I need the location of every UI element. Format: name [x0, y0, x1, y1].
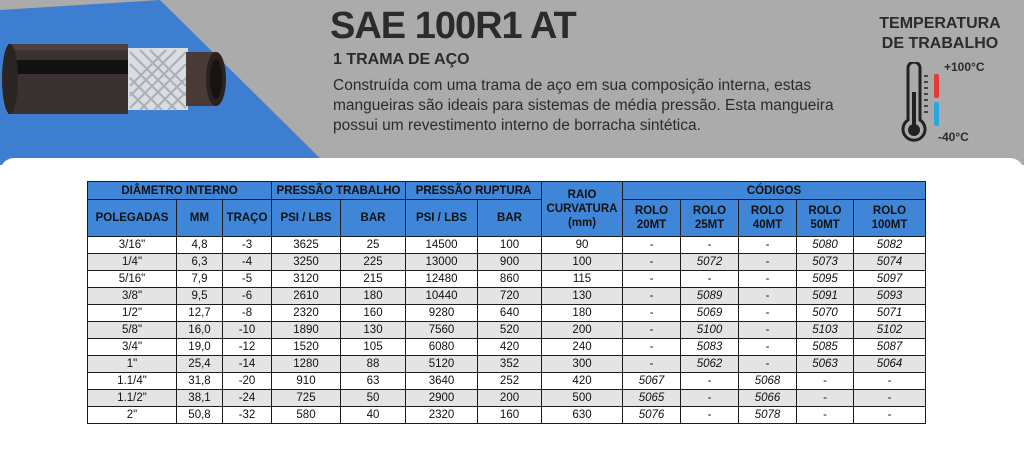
cell-raio: 130: [542, 288, 623, 305]
cell-rolo-20mt: -: [623, 288, 681, 305]
cell-rolo-20mt: -: [623, 254, 681, 271]
cell-trabalho-psi: 3250: [272, 254, 341, 271]
cell-rolo-100mt: 5102: [854, 322, 926, 339]
cell-traco: -3: [223, 237, 272, 254]
cell-traco: -14: [223, 356, 272, 373]
col-rolo-20mt: [623, 200, 681, 237]
group-raio-curvatura: [542, 182, 623, 237]
raio-line2: CURVATURA: [546, 203, 618, 215]
cell-trabalho-psi: 1280: [272, 356, 341, 373]
raio-line3: (mm): [567, 217, 597, 229]
cell-rolo-25mt: 5083: [681, 339, 739, 356]
cell-ruptura-bar: 860: [478, 271, 542, 288]
cell-traco: -32: [223, 407, 272, 424]
rolo-size: 40MT: [752, 219, 783, 231]
cell-ruptura-psi: 2320: [406, 407, 478, 424]
table-row: [88, 339, 926, 356]
cell-polegadas: 5/16": [88, 271, 177, 288]
rolo-size: 25MT: [694, 219, 725, 231]
rolo-label: ROLO: [634, 205, 669, 217]
group-pressao-ruptura: PRESSÃO RUPTURA: [406, 182, 542, 200]
cell-ruptura-bar: 520: [478, 322, 542, 339]
cell-trabalho-psi: 3625: [272, 237, 341, 254]
specs-table: [87, 181, 926, 424]
cell-traco: -6: [223, 288, 272, 305]
cell-ruptura-psi: 3640: [406, 373, 478, 390]
cell-rolo-40mt: 5078: [739, 407, 797, 424]
product-title: SAE 100R1 AT: [330, 5, 576, 47]
cell-raio: 500: [542, 390, 623, 407]
cell-polegadas: 3/4": [88, 339, 177, 356]
cell-rolo-40mt: -: [739, 322, 797, 339]
cell-polegadas: 1.1/2": [88, 390, 177, 407]
cell-rolo-25mt: -: [681, 237, 739, 254]
cell-rolo-40mt: -: [739, 305, 797, 322]
cell-ruptura-bar: 720: [478, 288, 542, 305]
cell-mm: 4,8: [177, 237, 223, 254]
cell-rolo-25mt: -: [681, 407, 739, 424]
cell-rolo-50mt: 5070: [797, 305, 854, 322]
table-row: [88, 390, 926, 407]
col-mm: MM: [177, 200, 223, 237]
cell-rolo-25mt: 5089: [681, 288, 739, 305]
cell-rolo-40mt: -: [739, 339, 797, 356]
cell-raio: 300: [542, 356, 623, 373]
raio-line1: RAIO: [567, 189, 597, 201]
cell-trabalho-bar: 225: [341, 254, 406, 271]
cell-raio: 200: [542, 322, 623, 339]
cell-ruptura-psi: 10440: [406, 288, 478, 305]
cell-rolo-100mt: 5082: [854, 237, 926, 254]
cell-ruptura-psi: 5120: [406, 356, 478, 373]
product-description: Construída com uma trama de aço em sua composição interna, estas mangueiras são ideais para sistemas de média pressão. Esta mangueira possui um revestimento interno de borracha sintética.: [333, 77, 834, 134]
col-rolo-50mt: [797, 200, 854, 237]
group-codigos: CÓDIGOS: [623, 182, 926, 200]
cell-ruptura-bar: 100: [478, 237, 542, 254]
cell-rolo-50mt: -: [797, 407, 854, 424]
col-rolo-25mt: [681, 200, 739, 237]
cell-polegadas: 3/8": [88, 288, 177, 305]
cell-trabalho-bar: 88: [341, 356, 406, 373]
cell-raio: 115: [542, 271, 623, 288]
temperature-max: +100°C: [944, 60, 985, 74]
cell-traco: -4: [223, 254, 272, 271]
temperature-title: [866, 14, 1014, 54]
table-row: [88, 373, 926, 390]
table-row: [88, 288, 926, 305]
cell-rolo-50mt: 5063: [797, 356, 854, 373]
cell-raio: 180: [542, 305, 623, 322]
cell-mm: 50,8: [177, 407, 223, 424]
table-group-header-row: [88, 182, 926, 200]
cell-rolo-25mt: 5100: [681, 322, 739, 339]
cell-rolo-20mt: -: [623, 305, 681, 322]
col-trabalho-psi: PSI / LBS: [272, 200, 341, 237]
col-trabalho-bar: BAR: [341, 200, 406, 237]
cell-rolo-20mt: -: [623, 322, 681, 339]
cell-rolo-25mt: 5069: [681, 305, 739, 322]
cell-rolo-40mt: -: [739, 271, 797, 288]
cell-rolo-100mt: -: [854, 407, 926, 424]
cell-rolo-50mt: 5095: [797, 271, 854, 288]
cell-mm: 38,1: [177, 390, 223, 407]
cell-rolo-40mt: -: [739, 288, 797, 305]
cell-polegadas: 1/4": [88, 254, 177, 271]
cell-trabalho-bar: 160: [341, 305, 406, 322]
cell-rolo-100mt: 5087: [854, 339, 926, 356]
cell-trabalho-bar: 215: [341, 271, 406, 288]
cell-rolo-20mt: -: [623, 271, 681, 288]
cell-trabalho-bar: 63: [341, 373, 406, 390]
cell-ruptura-bar: 420: [478, 339, 542, 356]
cell-traco: -5: [223, 271, 272, 288]
cell-mm: 9,5: [177, 288, 223, 305]
cell-rolo-100mt: -: [854, 390, 926, 407]
cell-trabalho-psi: 580: [272, 407, 341, 424]
cell-rolo-40mt: 5068: [739, 373, 797, 390]
cell-rolo-25mt: 5072: [681, 254, 739, 271]
cell-mm: 16,0: [177, 322, 223, 339]
cell-trabalho-psi: 2320: [272, 305, 341, 322]
rolo-size: 20MT: [636, 219, 667, 231]
cell-mm: 6,3: [177, 254, 223, 271]
cell-trabalho-bar: 50: [341, 390, 406, 407]
cell-rolo-40mt: -: [739, 237, 797, 254]
cell-ruptura-bar: 900: [478, 254, 542, 271]
cell-ruptura-psi: 12480: [406, 271, 478, 288]
table-body: [88, 237, 926, 424]
cell-trabalho-psi: 910: [272, 373, 341, 390]
table-row: [88, 237, 926, 254]
temperature-min: -40°C: [938, 130, 969, 144]
cell-rolo-50mt: 5103: [797, 322, 854, 339]
cell-raio: 90: [542, 237, 623, 254]
cell-rolo-50mt: 5073: [797, 254, 854, 271]
cell-trabalho-bar: 180: [341, 288, 406, 305]
cell-trabalho-psi: 725: [272, 390, 341, 407]
cell-ruptura-psi: 7560: [406, 322, 478, 339]
cell-trabalho-psi: 2610: [272, 288, 341, 305]
cell-trabalho-psi: 1890: [272, 322, 341, 339]
table-row: [88, 322, 926, 339]
cell-mm: 7,9: [177, 271, 223, 288]
cell-trabalho-bar: 40: [341, 407, 406, 424]
cell-rolo-100mt: 5071: [854, 305, 926, 322]
cell-trabalho-bar: 25: [341, 237, 406, 254]
cell-ruptura-psi: 6080: [406, 339, 478, 356]
rolo-label: ROLO: [750, 205, 785, 217]
cell-trabalho-psi: 3120: [272, 271, 341, 288]
rolo-label: ROLO: [692, 205, 727, 217]
cell-rolo-40mt: -: [739, 254, 797, 271]
cell-raio: 630: [542, 407, 623, 424]
table-sub-header-row: [88, 200, 926, 237]
cell-trabalho-psi: 1520: [272, 339, 341, 356]
cell-rolo-20mt: -: [623, 237, 681, 254]
rolo-label: ROLO: [872, 205, 907, 217]
rolo-size: 50MT: [810, 219, 840, 231]
cell-rolo-50mt: -: [797, 373, 854, 390]
cell-rolo-25mt: -: [681, 373, 739, 390]
header-divider: [0, 158, 1024, 178]
cell-rolo-25mt: -: [681, 390, 739, 407]
cell-rolo-100mt: 5064: [854, 356, 926, 373]
cell-rolo-100mt: 5097: [854, 271, 926, 288]
cell-traco: -24: [223, 390, 272, 407]
cell-ruptura-psi: 2900: [406, 390, 478, 407]
cell-polegadas: 2": [88, 407, 177, 424]
hose-illustration: [0, 0, 330, 165]
cell-polegadas: 1.1/4": [88, 373, 177, 390]
rolo-label: ROLO: [808, 205, 842, 217]
cell-ruptura-psi: 9280: [406, 305, 478, 322]
product-subtitle: 1 TRAMA DE AÇO: [333, 51, 470, 68]
cell-raio: 420: [542, 373, 623, 390]
cell-mm: 25,4: [177, 356, 223, 373]
cell-traco: -10: [223, 322, 272, 339]
cell-rolo-100mt: 5093: [854, 288, 926, 305]
cell-ruptura-bar: 160: [478, 407, 542, 424]
table-row: [88, 254, 926, 271]
cell-rolo-100mt: 5074: [854, 254, 926, 271]
cell-ruptura-bar: 352: [478, 356, 542, 373]
cell-polegadas: 1/2": [88, 305, 177, 322]
cell-traco: -20: [223, 373, 272, 390]
col-traco: TRAÇO: [223, 200, 272, 237]
cell-ruptura-bar: 640: [478, 305, 542, 322]
cell-rolo-20mt: 5065: [623, 390, 681, 407]
cell-raio: 100: [542, 254, 623, 271]
cell-ruptura-bar: 252: [478, 373, 542, 390]
cell-ruptura-psi: 14500: [406, 237, 478, 254]
cell-traco: -8: [223, 305, 272, 322]
cell-polegadas: 3/16": [88, 237, 177, 254]
cell-rolo-20mt: 5067: [623, 373, 681, 390]
product-header: [0, 0, 1024, 165]
cell-rolo-25mt: -: [681, 271, 739, 288]
col-polegadas: POLEGADAS: [88, 200, 177, 237]
cell-raio: 240: [542, 339, 623, 356]
table-row: [88, 271, 926, 288]
col-rolo-100mt: [854, 200, 926, 237]
col-ruptura-psi: PSI / LBS: [406, 200, 478, 237]
cell-rolo-25mt: 5062: [681, 356, 739, 373]
cell-rolo-20mt: 5076: [623, 407, 681, 424]
cell-ruptura-psi: 13000: [406, 254, 478, 271]
cell-rolo-50mt: 5085: [797, 339, 854, 356]
cell-mm: 12,7: [177, 305, 223, 322]
temperature-title-line1: TEMPERATURA: [879, 15, 1001, 32]
cell-rolo-50mt: 5080: [797, 237, 854, 254]
cell-rolo-40mt: 5066: [739, 390, 797, 407]
table-row: [88, 356, 926, 373]
col-ruptura-bar: BAR: [478, 200, 542, 237]
group-diametro-interno: DIÂMETRO INTERNO: [88, 182, 272, 200]
temperature-title-line2: DE TRABALHO: [881, 35, 999, 52]
table-row: [88, 305, 926, 322]
cell-rolo-40mt: -: [739, 356, 797, 373]
group-pressao-trabalho: PRESSÃO TRABALHO: [272, 182, 406, 200]
cell-mm: 19,0: [177, 339, 223, 356]
rolo-size: 100MT: [871, 219, 908, 231]
cell-trabalho-bar: 130: [341, 322, 406, 339]
cell-mm: 31,8: [177, 373, 223, 390]
cell-trabalho-bar: 105: [341, 339, 406, 356]
cell-rolo-50mt: 5091: [797, 288, 854, 305]
cell-rolo-50mt: -: [797, 390, 854, 407]
cell-polegadas: 1": [88, 356, 177, 373]
cell-ruptura-bar: 200: [478, 390, 542, 407]
cell-traco: -12: [223, 339, 272, 356]
cell-polegadas: 5/8": [88, 322, 177, 339]
table-row: [88, 407, 926, 424]
cell-rolo-100mt: -: [854, 373, 926, 390]
col-rolo-40mt: [739, 200, 797, 237]
cell-rolo-20mt: -: [623, 356, 681, 373]
cell-rolo-20mt: -: [623, 339, 681, 356]
